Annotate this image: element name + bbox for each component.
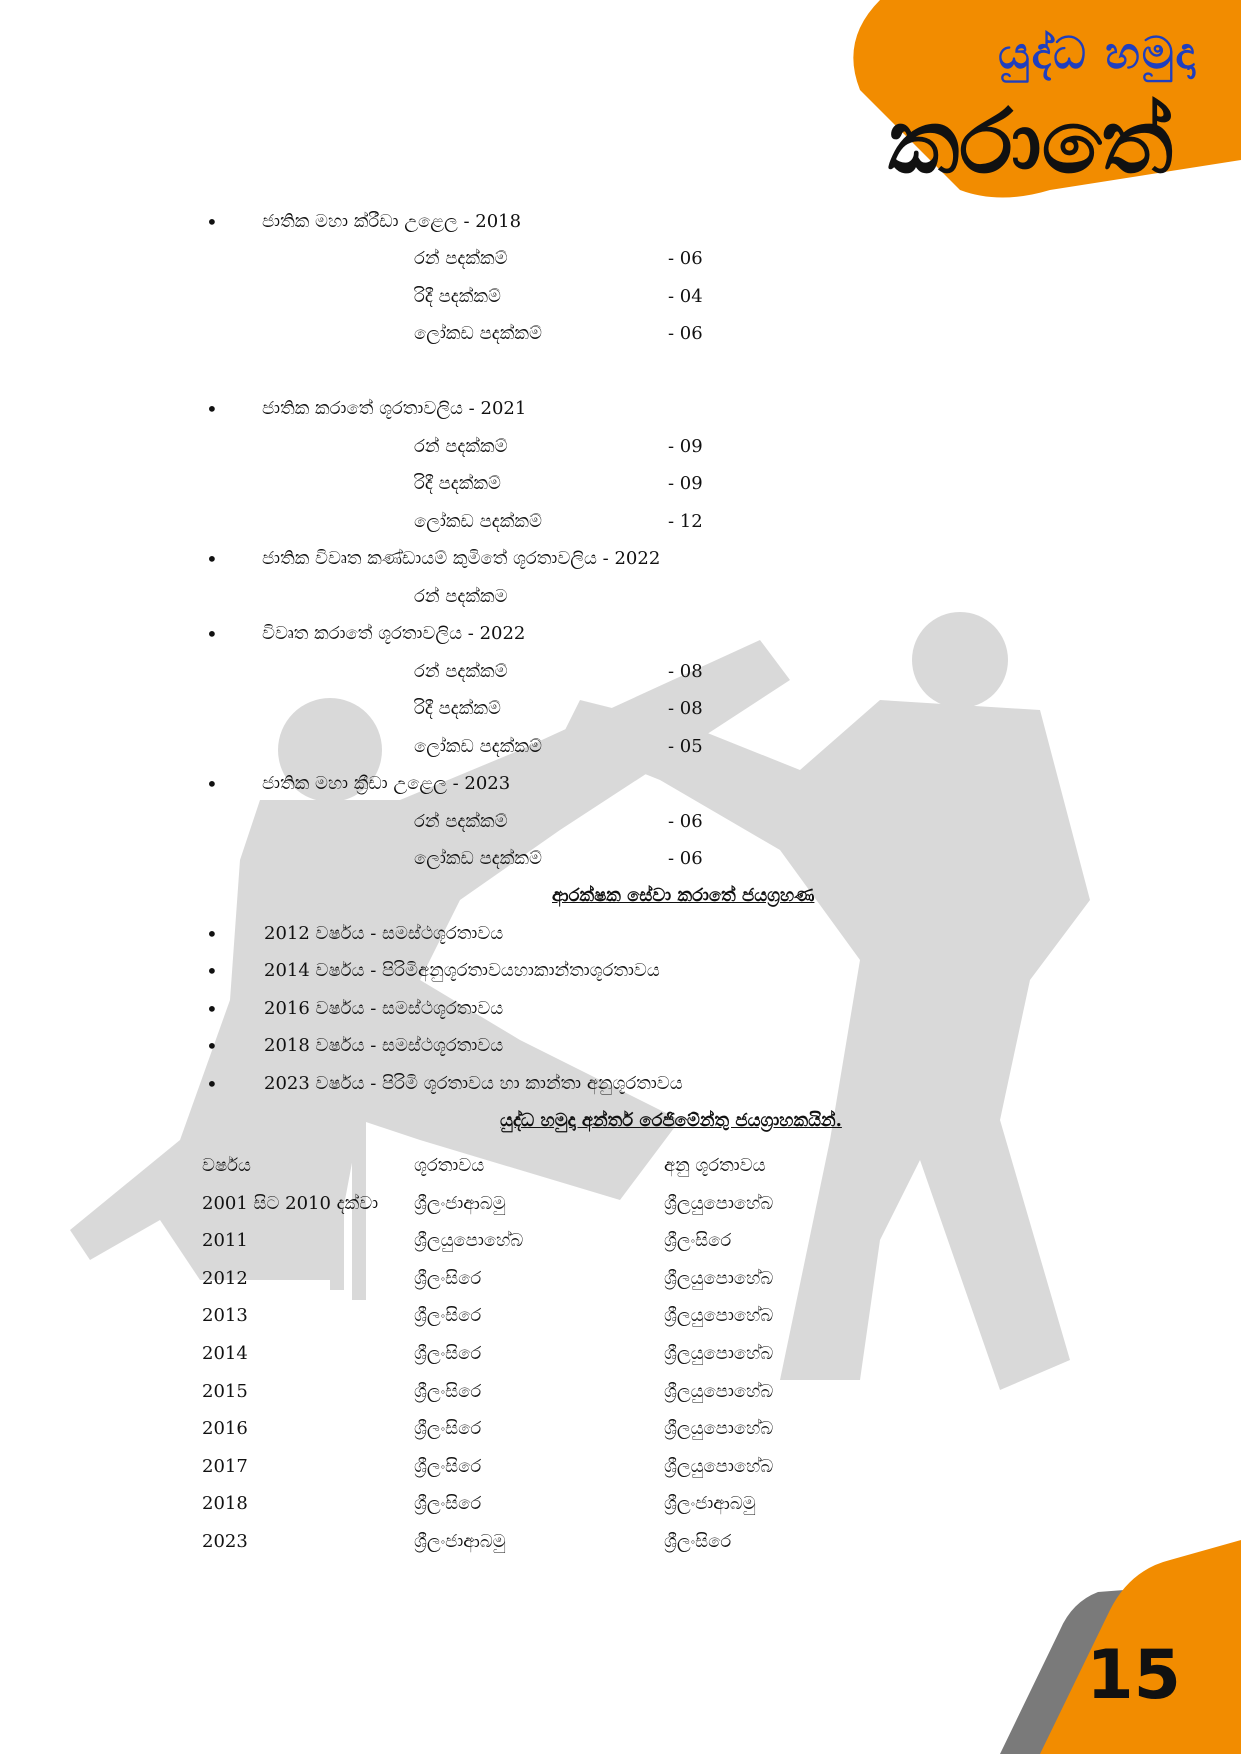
result-label: රන් පදක්කම් [414, 811, 508, 832]
cell-year: 2023 [202, 1531, 248, 1552]
table-row [0, 1304, 1241, 1328]
table-row [0, 1492, 1241, 1516]
result-value: - 12 [668, 511, 703, 532]
cell-runner-up: ශ්‍රීලංසිරෙ [664, 1531, 732, 1552]
event-title: ජාතික මහා ක්රීඩා උළෙල - 2018 [262, 211, 522, 232]
event-title: ජාතික කරාතේ ශූරතාවලිය - 2021 [262, 398, 527, 419]
award-item: 2018 වර්ෂය - සමස්ථශූරතාවය [264, 1035, 504, 1056]
award-item: 2014 වර්ෂය - පිරිමිඅනුශූරතාවයහාකාන්තාශූරතාවය [264, 960, 660, 981]
table-row [0, 1380, 1241, 1404]
karate-silhouette-watermark [0, 600, 1241, 1420]
bullet-icon: • [206, 997, 218, 1021]
result-value: - 08 [668, 661, 703, 682]
event-title: ජාතික විවෘත කණ්ඩායම් කුමිතේ ශූරතාවලිය - 2022 [262, 548, 661, 569]
cell-runner-up: ශ්‍රීලයුපොහේබ [664, 1381, 774, 1402]
bullet-icon: • [206, 1034, 218, 1058]
cell-runner-up: ශ්‍රීලයුපොහේබ [664, 1343, 774, 1364]
cell-champion: ශ්‍රීලංසිරෙ [414, 1381, 482, 1402]
result-value: - 06 [668, 811, 703, 832]
result-value: - 09 [668, 436, 703, 457]
cell-runner-up: ශ්‍රීලයුපොහේබ [664, 1456, 774, 1477]
result-label: රිදී පදක්කම් [414, 698, 501, 719]
result-label: රිදී පදක්කම් [414, 473, 501, 494]
cell-runner-up: ශ්‍රීලයුපොහේබ [664, 1305, 774, 1326]
defence-services-heading: ආරක්ෂක සේවා කරාතේ ජයග්‍රහණ [552, 885, 815, 906]
bullet-icon: • [206, 922, 218, 946]
award-item: 2012 වර්ෂය - සමස්ථශූරතාවය [264, 923, 504, 944]
cell-year: 2018 [202, 1493, 248, 1514]
event-title: ජාතික මහා ක්‍රීඩා උළෙල - 2023 [262, 773, 511, 794]
cell-year: 2015 [202, 1381, 248, 1402]
result-value: - 06 [668, 848, 703, 869]
result-label: ලෝකඩ පදක්කම් [414, 323, 542, 344]
column-header-champion: ශූරතාවය [414, 1155, 485, 1176]
table-row [0, 1342, 1241, 1366]
table-row [0, 1267, 1241, 1291]
cell-champion: ශ්‍රීලයුපොහේබ [414, 1230, 524, 1251]
header-title: කරාතේ [888, 90, 1173, 193]
table-header-row [0, 1154, 1241, 1178]
cell-year: 2014 [202, 1343, 248, 1364]
column-header-year: වර්ෂය [202, 1155, 251, 1176]
bullet-icon: • [206, 959, 218, 983]
result-label: රන් පදක්කම් [414, 661, 508, 682]
bullet-icon: • [206, 1072, 218, 1096]
cell-champion: ශ්‍රීලංසිරෙ [414, 1343, 482, 1364]
cell-champion: ශ්‍රීලංසිරෙ [414, 1305, 482, 1326]
cell-year: 2013 [202, 1305, 248, 1326]
cell-champion: ශ්‍රීලංසිරෙ [414, 1456, 482, 1477]
bullet-icon: • [206, 772, 218, 796]
table-row [0, 1229, 1241, 1253]
cell-champion: ශ්‍රීලංසිරෙ [414, 1493, 482, 1514]
result-label: රන් පදක්කම [414, 586, 508, 607]
event-title: විවෘත කරාතේ ශූරතාවලිය - 2022 [262, 623, 526, 644]
bullet-icon: • [206, 622, 218, 646]
page-number: 15 [1086, 1636, 1181, 1715]
result-value: - 08 [668, 698, 703, 719]
cell-year: 2001 සිට 2010 දක්වා [202, 1193, 379, 1214]
result-value: - 04 [668, 286, 703, 307]
result-value: - 06 [668, 248, 703, 269]
result-value: - 05 [668, 736, 703, 757]
result-label: රන් පදක්කම් [414, 248, 508, 269]
header-subtitle: යුද්ධ හමුදා [998, 28, 1197, 79]
table-row [0, 1192, 1241, 1216]
cell-runner-up: ශ්‍රීලයුපොහේබ [664, 1418, 774, 1439]
result-value: - 06 [668, 323, 703, 344]
cell-year: 2016 [202, 1418, 248, 1439]
result-label: රන් පදක්කම් [414, 436, 508, 457]
cell-champion: ශ්‍රීලංසිරෙ [414, 1418, 482, 1439]
column-header-runner-up: අනු ශූරතාවය [664, 1155, 766, 1176]
cell-runner-up: ශ්‍රීලංසිරෙ [664, 1230, 732, 1251]
cell-year: 2012 [202, 1268, 248, 1289]
award-item: 2023 වර්ෂය - පිරිමි ශූරතාවය හා කාන්තා අනුශූරතාවය [264, 1073, 683, 1094]
cell-runner-up: ශ්‍රීලයුපොහේබ [664, 1268, 774, 1289]
cell-year: 2011 [202, 1230, 248, 1251]
inter-regiment-heading: යුද්ධ හමුදා අන්තර් රෙජිමේන්තු ජයග්‍රාහකයින්. [500, 1110, 842, 1131]
bullet-icon: • [206, 397, 218, 421]
cell-champion: ශ්‍රීලංසිරෙ [414, 1268, 482, 1289]
bullet-icon: • [206, 547, 218, 571]
result-label: රිදී පදක්කම් [414, 286, 501, 307]
result-label: ලෝකඩ පදක්කම් [414, 511, 542, 532]
table-row [0, 1455, 1241, 1479]
cell-year: 2017 [202, 1456, 248, 1477]
result-label: ලෝකඩ පදක්කම් [414, 848, 542, 869]
cell-runner-up: ශ්‍රීලංජාආබමු [664, 1493, 756, 1514]
result-label: ලෝකඩ පදක්කම් [414, 736, 542, 757]
bullet-icon: • [206, 210, 218, 234]
award-item: 2016 වර්ෂය - සමස්ථශූරතාවය [264, 998, 504, 1019]
table-row [0, 1417, 1241, 1441]
cell-runner-up: ශ්‍රීලයුපොහේබ [664, 1193, 774, 1214]
cell-champion: ශ්‍රීලංජාආබමු [414, 1531, 506, 1552]
cell-champion: ශ්‍රීලංජාආබමු [414, 1193, 506, 1214]
result-value: - 09 [668, 473, 703, 494]
